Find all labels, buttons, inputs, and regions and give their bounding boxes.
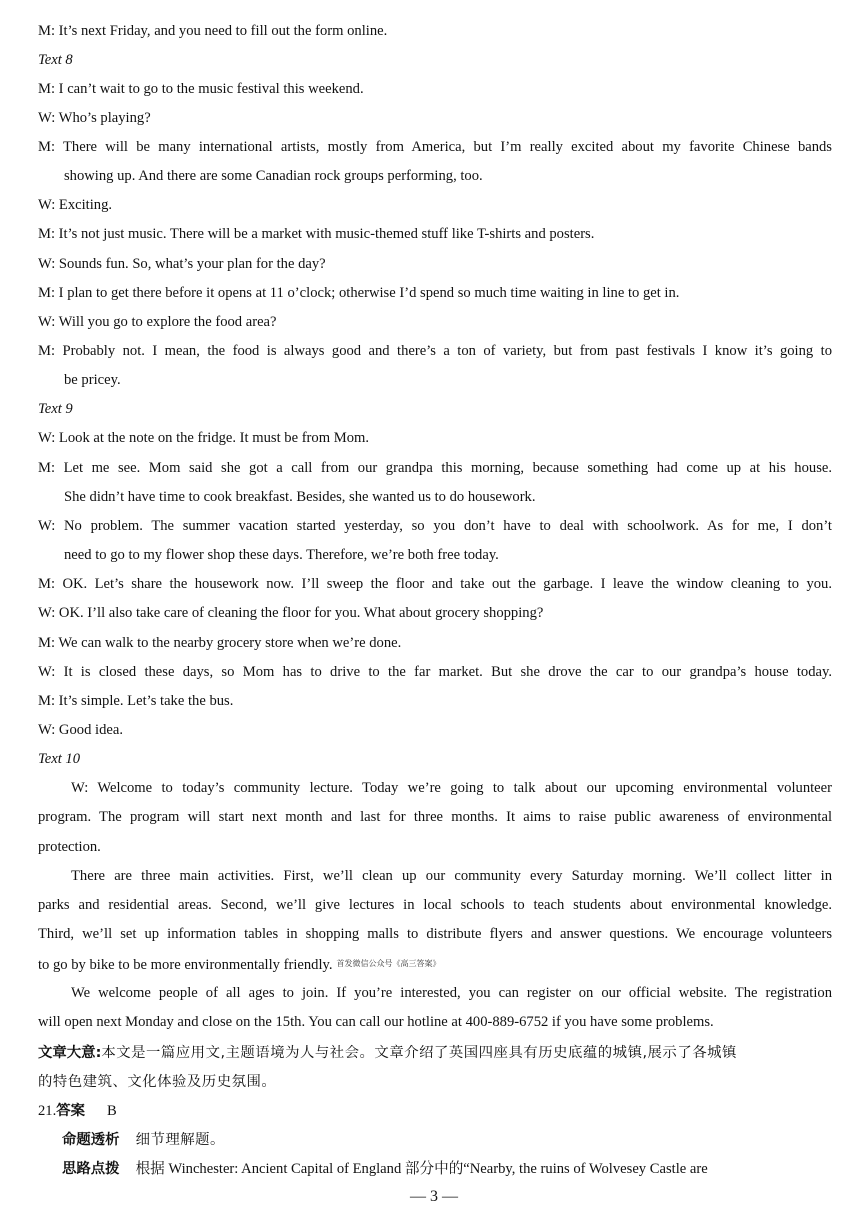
dialogue-line: M: I plan to get there before it opens at 11 o’clock; otherwise I’d spend so much time waiting in line to get in. xyxy=(38,285,680,301)
hint-label: 思路点拨 xyxy=(62,1161,120,1177)
answer-label: 答案 xyxy=(56,1103,86,1119)
dialogue-line: W: Who’s playing? xyxy=(38,110,151,126)
text-heading: Text 8 xyxy=(38,52,73,68)
dialogue-line: M: It’s simple. Let’s take the bus. xyxy=(38,693,234,709)
watermark-text: 首发微信公众号《高三答案》 xyxy=(336,959,441,968)
dialogue-line: W: Will you go to explore the food area? xyxy=(38,314,277,330)
monologue-line xyxy=(38,954,832,974)
dialogue-continuation: need to go to my flower shop these days. Therefore, we’re both free today. xyxy=(64,547,499,563)
answer-value: B xyxy=(107,1103,117,1119)
monologue-text: to go by bike to be more environmentally friendly. xyxy=(38,957,333,973)
analysis-label: 命题透析 xyxy=(62,1132,120,1148)
dialogue-line: M: It’s next Friday, and you need to fill out the form online. xyxy=(38,23,388,39)
dialogue-line: M: We can walk to the nearby grocery store when we’re done. xyxy=(38,635,402,651)
monologue-line: will open next Monday and close on the 15th. You can call our hotline at 400-889-6752 if you have some problems. xyxy=(38,1014,714,1030)
monologue-line: protection. xyxy=(38,839,101,855)
summary-text: 本文是一篇应用文,主题语境为人与社会。文章介绍了英国四座具有历史底蕴的城镇,展示了各城镇 xyxy=(101,1045,737,1061)
dialogue-line: M: There will be many international artists, mostly from America, but I’m really excited about my favorite Chinese bands xyxy=(38,139,832,155)
dialogue-continuation: be pricey. xyxy=(64,372,121,388)
summary-line-1 xyxy=(38,1043,832,1063)
monologue-line: There are three main activities. First, we’ll clean up our community every Saturday morning. We’ll collect litter in xyxy=(71,868,832,884)
dialogue-line: M: Probably not. I mean, the food is always good and there’s a ton of variety, but from past festivals I know it’s going to xyxy=(38,343,832,359)
dialogue-line: W: OK. I’ll also take care of cleaning the floor for you. What about grocery shopping? xyxy=(38,605,544,621)
dialogue-line: W: Look at the note on the fridge. It must be from Mom. xyxy=(38,430,369,446)
hint-text: 根据 Winchester: Ancient Capital of England 部分中的“Nearby, the ruins of Wolvesey Castle are xyxy=(135,1161,708,1177)
dialogue-line: W: No problem. The summer vacation started yesterday, so you don’t have to deal with schoolwork. As for me, I don’t xyxy=(38,518,832,534)
dialogue-line: W: Exciting. xyxy=(38,197,113,213)
question-number: 21. xyxy=(38,1103,57,1119)
dialogue-continuation: showing up. And there are some Canadian rock groups performing, too. xyxy=(64,168,483,184)
text-heading: Text 10 xyxy=(38,751,81,767)
dialogue-line: M: Let me see. Mom said she got a call from our grandpa this morning, because something had come up at his house. xyxy=(38,460,832,476)
dialogue-line: W: It is closed these days, so Mom has to drive to the far market. But she drove the car to our grandpa’s house today. xyxy=(38,664,832,680)
page-number: — 3 — xyxy=(410,1188,458,1205)
monologue-line: Third, we’ll set up information tables in shopping malls to distribute flyers and answer questions. We encourage volunteers xyxy=(38,926,832,942)
dialogue-line: W: Good idea. xyxy=(38,722,123,738)
analysis-text: 细节理解题。 xyxy=(135,1132,225,1148)
dialogue-line: M: It’s not just music. There will be a market with music-themed stuff like T-shirts and posters. xyxy=(38,226,595,242)
dialogue-continuation: She didn’t have time to cook breakfast. Besides, she wanted us to do housework. xyxy=(64,489,536,505)
summary-label: 文章大意: xyxy=(38,1045,102,1061)
monologue-line: parks and residential areas. Second, we’ll give lectures in local schools to teach students about environmental knowledge. xyxy=(38,897,832,913)
summary-line-2: 的特色建筑、文化体验及历史氛围。 xyxy=(38,1074,277,1090)
hint-line xyxy=(62,1159,832,1179)
analysis-line xyxy=(62,1130,832,1150)
monologue-line: We welcome people of all ages to join. If you’re interested, you can register on our official website. The registration xyxy=(71,985,832,1001)
monologue-line: W: Welcome to today’s community lecture. Today we’re going to talk about our upcoming environmental volunteer xyxy=(71,780,832,796)
dialogue-line: M: I can’t wait to go to the music festival this weekend. xyxy=(38,81,364,97)
answer-line xyxy=(38,1101,832,1121)
dialogue-line: W: Sounds fun. So, what’s your plan for the day? xyxy=(38,256,326,272)
dialogue-line: M: OK. Let’s share the housework now. I’ll sweep the floor and take out the garbage. I leave the window cleaning to you. xyxy=(38,576,832,592)
monologue-line: program. The program will start next month and last for three months. It aims to raise public awareness of environmental xyxy=(38,809,832,825)
text-heading: Text 9 xyxy=(38,401,73,417)
